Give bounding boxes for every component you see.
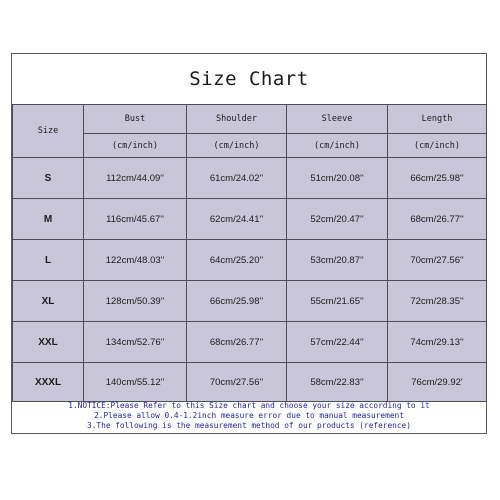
size-cell: M [13,199,84,240]
size-cell: XXL [13,322,84,363]
size-header: Size [13,105,84,158]
length-cell: 76cm/29.92' [388,363,487,402]
bust-header: Bust [84,105,187,134]
table-row [13,199,487,240]
sleeve-unit: (cm/inch) [287,134,388,158]
note-measurement-method: 3.The following is the measurement method of our products (reference) [87,421,411,430]
bust-cell: 134cm/52.76'' [84,322,187,363]
shoulder-cell: 70cm/27.56'' [187,363,287,402]
size-cell: XL [13,281,84,322]
length-cell: 66cm/25.98'' [388,158,487,199]
shoulder-cell: 61cm/24.02'' [187,158,287,199]
bust-cell: 128cm/50.39'' [84,281,187,322]
sleeve-cell: 57cm/22.44'' [287,322,388,363]
bust-unit: (cm/inch) [84,134,187,158]
size-cell: L [13,240,84,281]
size-chart [11,53,487,434]
note-notice: 1.NOTICE:Please Refer to this Size chart and choose your size according to it [68,401,430,410]
table-row [13,363,487,402]
shoulder-header: Shoulder [187,105,287,134]
sleeve-header: Sleeve [287,105,388,134]
bust-cell: 140cm/55.12'' [84,363,187,402]
note-measure-error: 2.Please allow 0.4-1.2inch measure error due to manual measurement [94,411,404,420]
shoulder-cell: 62cm/24.41'' [187,199,287,240]
bust-cell: 116cm/45.67'' [84,199,187,240]
sleeve-cell: 55cm/21.65'' [287,281,388,322]
length-cell: 74cm/29.13'' [388,322,487,363]
header-row-units [13,134,487,158]
length-cell: 68cm/26.77'' [388,199,487,240]
chart-title: Size Chart [189,68,309,90]
shoulder-cell: 66cm/25.98'' [187,281,287,322]
length-header: Length [388,105,487,134]
notes [12,401,486,431]
sleeve-cell: 53cm/20.87'' [287,240,388,281]
shoulder-unit: (cm/inch) [187,134,287,158]
size-cell: XXXL [13,363,84,402]
size-table [12,104,487,402]
table-row [13,158,487,199]
header-row-names [13,105,487,134]
sleeve-cell: 58cm/22.83'' [287,363,388,402]
table-row [13,240,487,281]
size-cell: S [13,158,84,199]
length-cell: 70cm/27.56'' [388,240,487,281]
bust-cell: 112cm/44.09'' [84,158,187,199]
sleeve-cell: 52cm/20.47'' [287,199,388,240]
shoulder-cell: 64cm/25.20'' [187,240,287,281]
bust-cell: 122cm/48.03'' [84,240,187,281]
shoulder-cell: 68cm/26.77'' [187,322,287,363]
table-row [13,322,487,363]
length-cell: 72cm/28.35'' [388,281,487,322]
table-row [13,281,487,322]
sleeve-cell: 51cm/20.08'' [287,158,388,199]
length-unit: (cm/inch) [388,134,487,158]
